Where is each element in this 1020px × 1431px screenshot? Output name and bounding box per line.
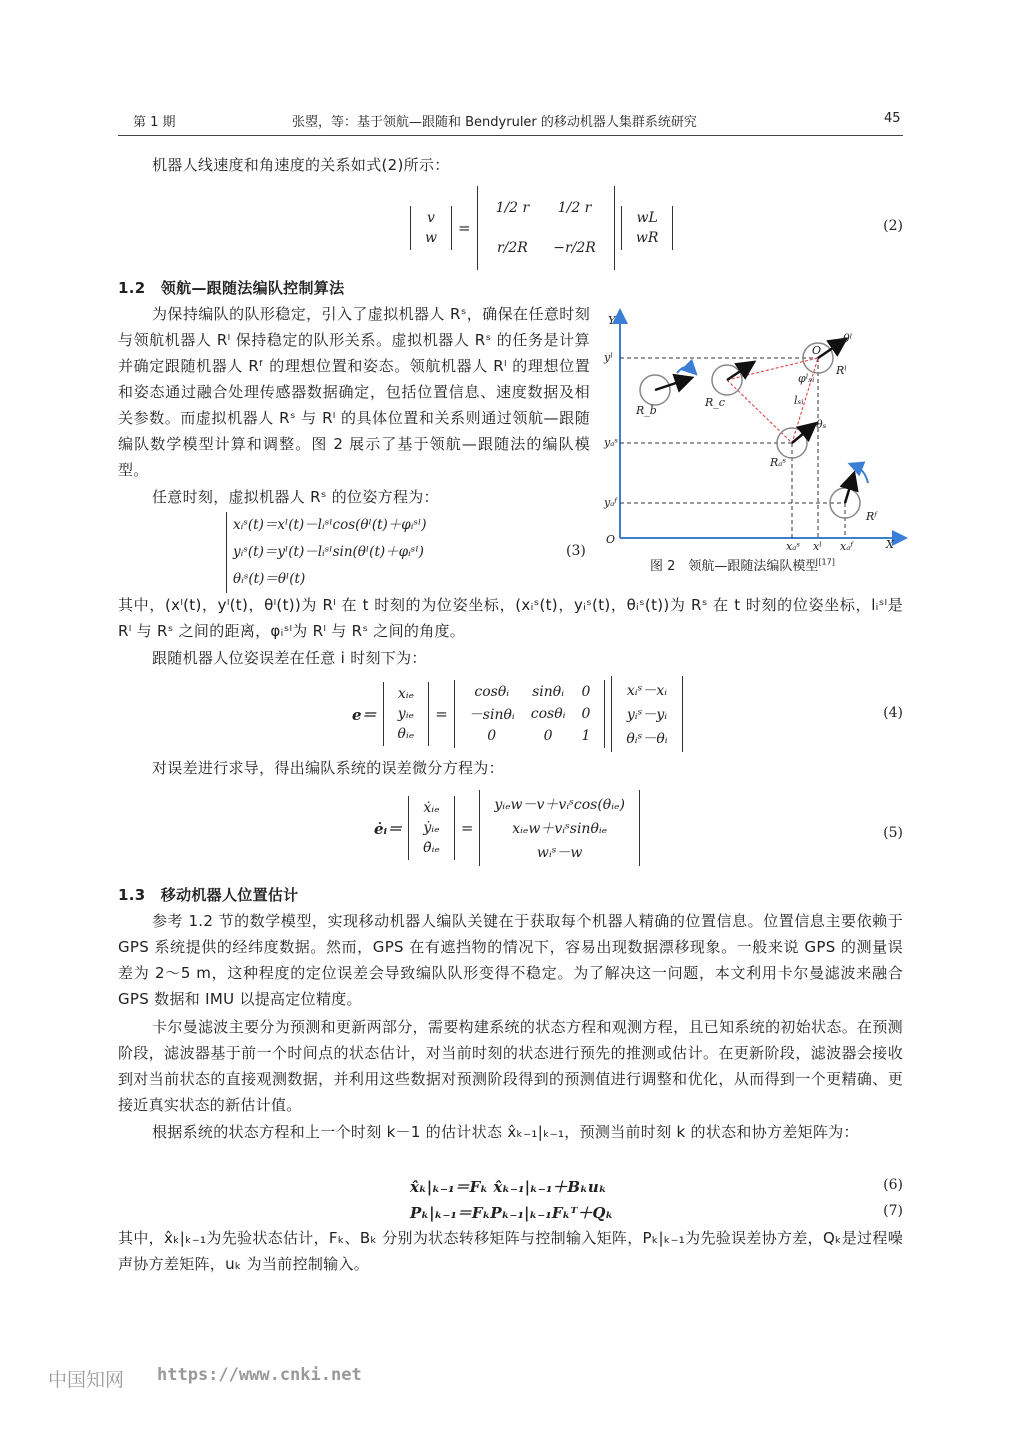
svg-text:Rₐˢ: Rₐˢ — [770, 456, 787, 469]
svg-text:xˡ: xˡ — [813, 540, 822, 553]
eq2-cell: r/2R — [496, 240, 528, 256]
section-1-3-para1: 参考 1.2 节的数学模型，实现移动机器人编队关键在于获取每个机器人精确的位置信息。位置信息主要依赖于 GPS 系统提供的经纬度数据。然而，GPS 在有遮挡物的情况下，容易出现数据漂移现象。一般来说 GPS 的测量误差为 2～5 m，这种程度的定位误差会导致编队队形变得不稳定。为了解决这一问题，本文利用卡尔曼滤波来融合 GPS 数据和 IMU 以提高定位精度。 — [118, 912, 903, 1008]
section-1-3-last: 其中，x̂ₖ|ₖ₋₁为先验状态估计，Fₖ、Bₖ 分别为状态转移矩阵与控制输入矩阵，Pₖ|ₖ₋₁为先验误差协方差，Qₖ是过程噪声协方差矩阵，uₖ 为当前控制输入。 — [118, 1229, 903, 1273]
eq4-number: (4) — [883, 705, 903, 721]
cnki-logo: 中国知网 — [48, 1369, 125, 1391]
eq2-cell: −r/2R — [553, 240, 596, 256]
svg-text:lₛᵢ: lₛᵢ — [794, 394, 804, 407]
eq7-number: (7) — [883, 1203, 903, 1219]
section-1-2-para1: 为保持编队的队形稳定，引入了虚拟机器人 Rˢ，确保在任意时刻与领航机器人 Rˡ 保持稳定的队形关系。虚拟机器人 Rˢ 的任务是计算并确定跟随机器人 Rᶠ 的理想位置和姿态。领航机器人 Rˡ 的理想位置和姿态通过融合处理传感器数据确定，包括位置信息、速度数据及相关参数。而虚拟机器人 Rˢ 与 Rˡ 的具体位置和关系则通过领航—跟随编队数学模型计算和调整。图 2 展示了基于领航—跟随法的编队模型。 — [118, 305, 590, 479]
eq2-rhs-wl: wL — [636, 210, 658, 226]
eq2-cell: 1/2 r — [557, 200, 592, 216]
equation-2: v w = 1/2 r 1/2 r r/2R −r/2R wL wR — [410, 186, 673, 270]
eq2-number: (2) — [883, 218, 903, 234]
svg-text:O: O — [812, 344, 822, 357]
section-1-2-para4: 跟随机器人位姿误差在任意 i 时刻下为： — [152, 649, 427, 667]
eq3-number: (3) — [566, 543, 586, 559]
svg-text:xₐˢ: xₐˢ — [786, 540, 801, 553]
eq2-lhs-w: w — [425, 230, 437, 246]
svg-text:Rᶠ: Rᶠ — [866, 510, 877, 523]
eq2-cell: 1/2 r — [495, 200, 530, 216]
svg-text:R_b: R_b — [636, 404, 657, 417]
cnki-url[interactable]: https://www.cnki.net — [157, 1365, 362, 1385]
section-1-2-title: 1.2 领航—跟随法编队控制算法 — [118, 279, 345, 297]
header-rule — [118, 135, 903, 136]
svg-text:θˡ: θˡ — [843, 332, 853, 345]
eq6-number: (6) — [883, 1177, 903, 1193]
svg-text:yₐᶠ: yₐᶠ — [604, 496, 617, 509]
issue-label: 第 1 期 — [133, 115, 176, 130]
section-1-2-para2: 任意时刻，虚拟机器人 Rˢ 的位姿方程为： — [152, 488, 439, 506]
figure-caption: 图 2 领航—跟随法编队模型[17] — [650, 557, 835, 574]
equation-3: xᵢˢ(t)＝xˡ(t)－lᵢˢˡcos(θˡ(t)＋φᵢˢˡ) yᵢˢ(t)＝yˡ(t)－lᵢˢˡsin(θˡ(t)＋φᵢˢˡ) θᵢˢ(t)＝θˡ(t) — [226, 512, 427, 593]
svg-text:R_c: R_c — [705, 396, 725, 409]
intro-text: 机器人线速度和角速度的关系如式(2)所示： — [152, 156, 450, 174]
section-1-2-para3: 其中，(xˡ(t)，yˡ(t)，θˡ(t))为 Rˡ 在 t 时刻的为位姿坐标，(xᵢˢ(t)，yᵢˢ(t)，θᵢˢ(t))为 Rˢ 在 t 时刻的位姿坐标，lᵢˢˡ是 Rˡ 与 Rˢ 之间的距离，φᵢˢˡ为 Rˡ 与 Rˢ 之间的角度。 — [118, 596, 903, 640]
svg-text:θₛ: θₛ — [816, 418, 827, 431]
equation-6: x̂ₖ|ₖ₋₁＝Fₖ x̂ₖ₋₁|ₖ₋₁＋Bₖuₖ — [410, 1178, 607, 1196]
svg-text:O: O — [606, 533, 616, 546]
eq2-lhs-v: v — [427, 210, 435, 226]
svg-text:Rˡ: Rˡ — [836, 364, 847, 377]
formation-model-figure — [600, 308, 910, 553]
svg-text:xₐᶠ: xₐᶠ — [840, 540, 853, 553]
section-1-3-para3: 根据系统的状态方程和上一个时刻 k－1 的估计状态 x̂ₖ₋₁|ₖ₋₁，预测当前时刻 k 的状态和协方差矩阵为： — [152, 1123, 859, 1141]
equation-5: ėᵢ＝ ẋᵢₑ ẏᵢₑ θ̇ᵢₑ = yᵢₑw－v＋vᵢˢcos(θᵢₑ) xᵢₑw＋vᵢˢsinθᵢₑ wᵢˢ－w — [374, 790, 640, 866]
svg-text:X: X — [886, 538, 894, 551]
section-1-3-para2: 卡尔曼滤波主要分为预测和更新两部分，需要构建系统的状态方程和观测方程，且已知系统的初始状态。在预测阶段，滤波器基于前一个时间点的状态估计，对当前时刻的状态进行预先的推测或估计。在更新阶段，滤波器会接收到对当前状态的直接观测数据，并利用这些数据对预测阶段得到的预测值进行调整和优化，从而得到一个更精确、更接近真实状态的新估计值。 — [118, 1018, 903, 1114]
equation-7: Pₖ|ₖ₋₁＝FₖPₖ₋₁|ₖ₋₁Fₖᵀ＋Qₖ — [410, 1204, 614, 1222]
svg-text:yˡ: yˡ — [604, 351, 613, 364]
running-title: 张曌，等：基于领航—跟随和 Bendyruler 的移动机器人集群系统研究 — [292, 115, 697, 130]
eq5-number: (5) — [883, 825, 903, 841]
equation-4: e＝ xᵢₑ yᵢₑ θᵢₑ = cosθᵢ sinθᵢ 0 －sinθᵢ cosθᵢ 0 0 0 1 xᵢˢ－xᵢ yᵢˢ－yᵢ θᵢˢ－θᵢ — [352, 676, 683, 752]
eq2-rhs-wr: wR — [635, 230, 659, 246]
section-1-2-para5: 对误差进行求导，得出编队系统的误差微分方程为： — [152, 759, 504, 777]
svg-text:Y: Y — [608, 314, 616, 327]
svg-text:φˡₛᵢ: φˡₛᵢ — [798, 372, 815, 385]
page-number: 45 — [884, 111, 901, 126]
svg-text:yₐˢ: yₐˢ — [604, 436, 619, 449]
section-1-3-title: 1.3 移动机器人位置估计 — [118, 886, 299, 904]
